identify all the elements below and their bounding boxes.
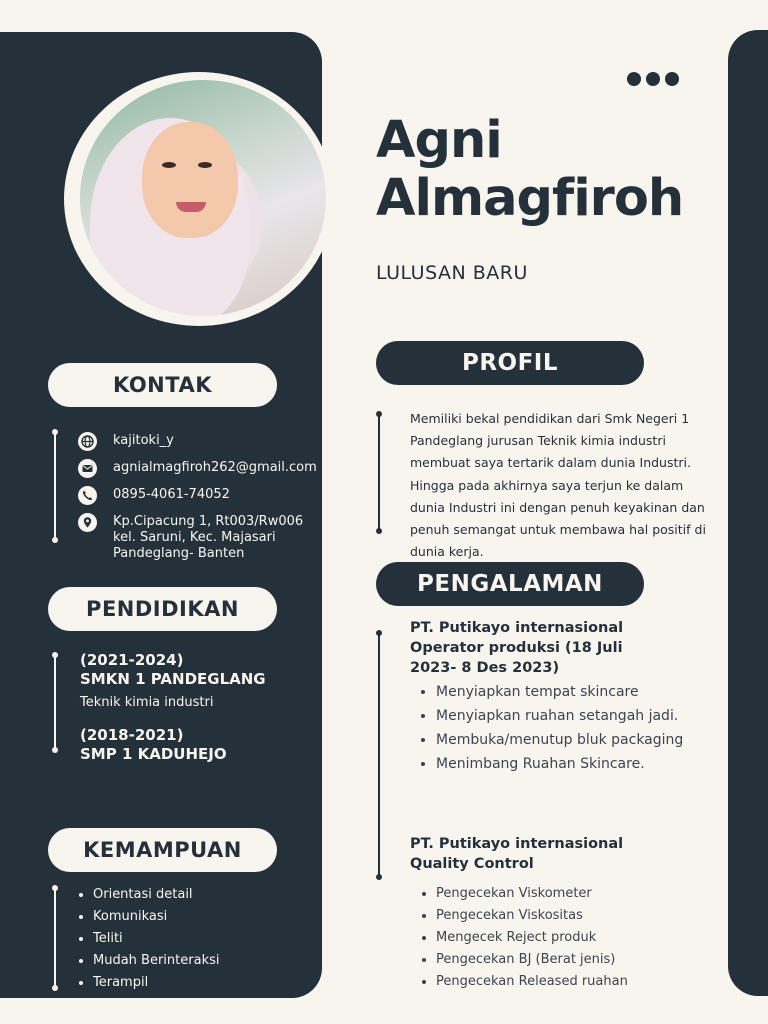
job-task: • Menyiapkan tempat skincare [436, 680, 706, 704]
job-position: Operator produksi (18 Juli [410, 640, 623, 656]
education-years: (2018-2021) [80, 726, 184, 744]
name-first: Agni [376, 111, 502, 170]
contact-phone [78, 486, 230, 505]
section-heading-profile: PROFIL [376, 341, 644, 385]
phone-icon [78, 486, 97, 505]
email-address: agnialmagfiroh262@gmail.com [113, 460, 317, 475]
education-years: (2021-2024) [80, 651, 184, 669]
education-entry [80, 726, 227, 764]
contact-timeline-line [54, 432, 56, 540]
skills-timeline-line [54, 888, 56, 988]
section-heading-education: PENDIDIKAN [48, 587, 277, 631]
profile-line: membuat saya tertarik dalam dunia Industri. [410, 455, 691, 471]
education-timeline-line [54, 655, 56, 750]
education-entry [80, 651, 266, 710]
more-dots-icon [627, 72, 679, 86]
experience-timeline-line [378, 633, 380, 877]
address-line-3: Pandeglang- Banten [113, 546, 245, 561]
contact-email [78, 459, 317, 478]
skill-item: • Terampil [93, 972, 219, 994]
profile-line: dunia kerja. [410, 544, 484, 560]
address-text [113, 513, 303, 562]
profile-photo [80, 80, 326, 316]
profile-timeline-line [378, 414, 380, 531]
name-last: Almagfiroh [376, 169, 684, 228]
job-task: • Pengecekan Viskometer [436, 883, 628, 905]
contact-instagram [78, 432, 174, 451]
job-task: • Pengecekan BJ (Berat jenis) [436, 949, 628, 971]
profile-summary [410, 408, 725, 563]
job-title [410, 618, 623, 678]
section-heading-experience: PENGALAMAN [376, 562, 644, 606]
job-task: • Menyiapkan ruahan setangah jadi. [436, 704, 706, 728]
profile-line: Hingga pada akhirnya saya terjun ke dalam [410, 477, 684, 493]
address-line-2: kel. Saruni, Kec. Majasari [113, 530, 276, 545]
job-company: PT. Putikayo internasional [410, 620, 624, 636]
skill-item: • Komunikasi [93, 906, 219, 928]
skills-list [78, 884, 219, 994]
job-position: Quality Control [410, 856, 534, 872]
job-task-list [420, 883, 628, 993]
education-school: SMKN 1 PANDEGLANG [80, 670, 266, 688]
job-task: • Mengecek Reject produk [436, 927, 628, 949]
job-task: • Pengecekan Released ruahan [436, 971, 628, 993]
profile-line: Memiliki bekal pendidikan dari Smk Negeri 1 [410, 411, 690, 426]
skill-item: • Mudah Berinteraksi [93, 950, 219, 972]
job-task: • Menimbang Ruahan Skincare. [436, 752, 706, 776]
mail-icon [78, 459, 97, 478]
right-decor-strip [728, 30, 768, 996]
skill-item: • Orientasi detail [93, 884, 219, 906]
job-task-list [420, 680, 706, 776]
job-title [410, 834, 623, 874]
profile-line: dunia Industri ini dengan penuh keyakinan dan [410, 499, 705, 515]
job-task: • Pengecekan Viskositas [436, 905, 628, 927]
education-major: Teknik kimia industri [80, 695, 214, 710]
job-company: PT. Putikayo internasional [410, 836, 624, 852]
job-task: • Membuka/menutup bluk packaging [436, 728, 706, 752]
profile-line: Pandeglang jurusan Teknik kimia industri [410, 433, 666, 449]
phone-number: 0895-4061-74052 [113, 487, 230, 502]
job-role: LULUSAN BARU [376, 262, 528, 284]
skill-item: • Teliti [93, 928, 219, 950]
profile-line: penuh semangat untuk membawa hal positif di [410, 522, 706, 538]
contact-address [78, 513, 303, 562]
education-school: SMP 1 KADUHEJO [80, 745, 227, 763]
section-heading-skills: KEMAMPUAN [48, 828, 277, 872]
instagram-handle: kajitoki_y [113, 433, 174, 448]
person-name [376, 112, 683, 228]
section-heading-contact: KONTAK [48, 363, 277, 407]
job-period: 2023- 8 Des 2023) [410, 660, 560, 676]
globe-icon [78, 432, 97, 451]
address-line-1: Kp.Cipacung 1, Rt003/Rw006 [113, 514, 304, 529]
location-pin-icon [78, 513, 97, 532]
